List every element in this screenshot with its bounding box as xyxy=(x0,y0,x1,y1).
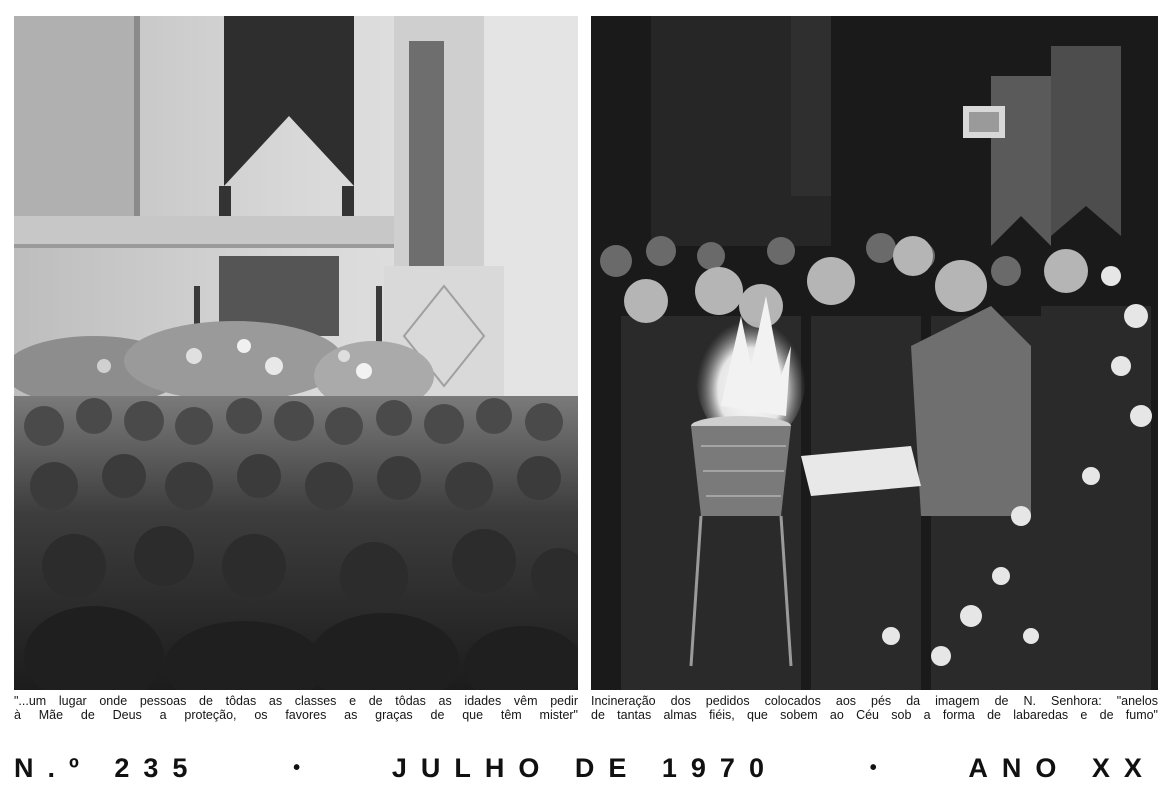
caption-right-line-2: de tantas almas fiéis, que sobem ao Céu sob a forma de labaredas e de fumo" xyxy=(591,708,1158,722)
caption-left xyxy=(14,694,578,722)
caption-right xyxy=(591,694,1158,722)
issue-footer xyxy=(14,748,1156,788)
photo-burning-petitions xyxy=(591,16,1158,690)
separator-dot: • xyxy=(293,756,301,779)
issue-date: JULHO DE 1970 xyxy=(391,752,778,783)
photo-congregation xyxy=(14,16,578,690)
crowd-church-photo-icon xyxy=(14,16,578,690)
caption-left-line-1: "...um lugar onde pessoas de tôdas as classes e de tôdas as idades vêm pedir xyxy=(14,694,578,708)
burning-petitions-photo-icon xyxy=(591,16,1158,690)
caption-left-line-2: à Mãe de Deus a proteção, os favores as graças de que têm mister" xyxy=(14,708,578,722)
issue-number: N.º 235 xyxy=(14,752,202,783)
issue-year: ANO XX xyxy=(968,752,1156,783)
caption-right-line-1: Incineração dos pedidos colocados aos pés da imagem de N. Senhora: "anelos xyxy=(591,694,1158,708)
separator-dot: • xyxy=(869,756,877,779)
